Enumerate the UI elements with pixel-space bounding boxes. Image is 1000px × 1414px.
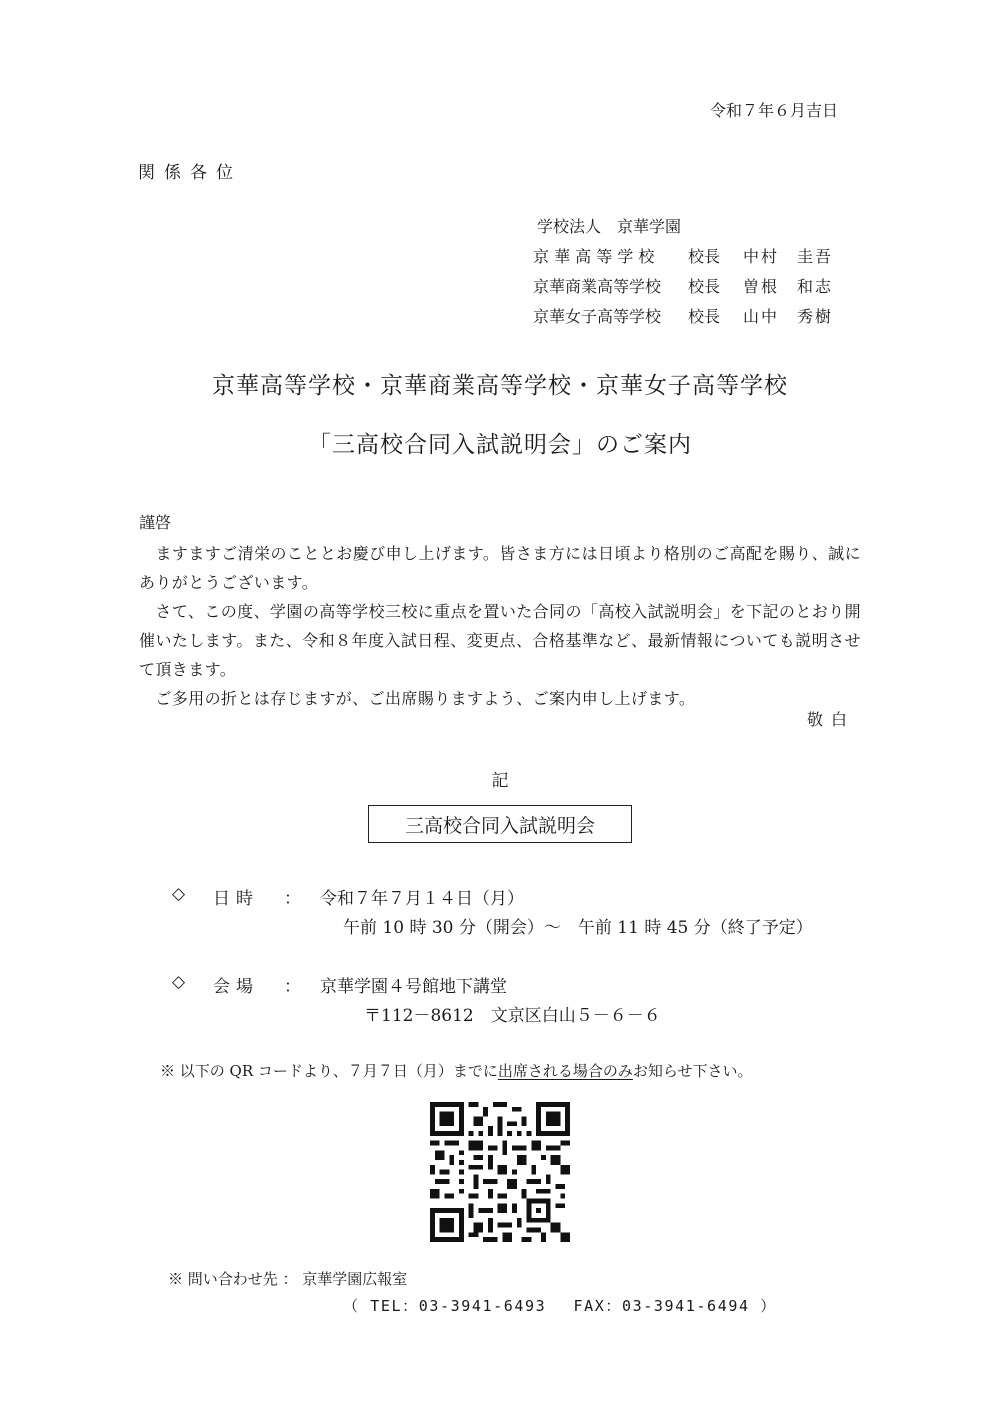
event-time: 午前 10 時 30 分（開会）～ 午前 11 時 45 分（終了予定） [343,918,813,938]
body-paragraph: さて、この度、学園の高等学校三校に重点を置いた合同の「高校入試説明会」を下記のとおり開催いたします。また、令和８年度入試日程、変更点、合格基準など、最新情報についても説明させて頂きます。 [139,602,861,679]
issue-date: 令和７年６月吉日 [709,101,838,120]
sender-title: 校長 [688,247,721,266]
ki-heading: 記 [491,771,509,791]
sender-row [533,244,843,267]
sender-corporation: 学校法人 京華学園 [537,217,682,236]
sender-title: 校長 [688,277,721,296]
venue-address: 〒112－8612 文京区白山５－６－６ [364,1006,661,1026]
sender-name: 曽根 和志 [743,277,834,296]
datetime-colon: ： [284,889,301,909]
contact-label: ※ 問い合わせ先 ： 京華学園広報室 [168,1270,408,1288]
event-name-box [368,805,632,843]
qr-code-image[interactable] [430,1102,570,1242]
sender-title: 校長 [688,307,721,326]
venue-bullet: ◇ [172,972,186,992]
addressee: 関係各位 [138,163,242,183]
sender-row [533,304,843,327]
datetime-label: 日時 [213,889,259,909]
datetime-bullet: ◇ [172,884,186,904]
qr-note-text: お知らせ下さい。 [632,1062,753,1080]
qr-note-emphasis: 出席される場合のみ [497,1062,633,1080]
sender-school: 京華商業高等学校 [533,277,662,296]
venue-name: 京華学園４号館地下講堂 [320,977,507,997]
opening-salutation: 謹啓 [139,513,172,532]
document-title-event: 「三高校合同入試説明会」のご案内 [308,432,692,458]
sender-school: 京華女子高等学校 [533,307,662,326]
event-date: 令和７年７月１４日（月） [320,889,524,909]
body-paragraph: ご多用の折とは存じますが、ご出席賜りますよう、ご案内申し上げます。 [139,689,696,708]
qr-note-text: ※ 以下の QR コードより、７月７日（月）までに [160,1062,498,1080]
sender-school: 京 華 高 等 学 校 [533,247,655,266]
venue-label: 会場 [213,977,259,997]
sender-name: 中村 圭吾 [743,247,834,266]
venue-colon: ： [284,977,301,997]
closing-salutation: 敬白 [806,710,855,729]
sender-row [533,274,843,297]
document-title-schools: 京華高等学校・京華商業高等学校・京華女子高等学校 [212,373,788,399]
sender-name: 山中 秀樹 [743,307,834,326]
qr-note [160,1060,752,1081]
contact-tel-fax: （ TEL：03-3941-6493 FAX：03-3941-6494 ） [343,1297,777,1315]
body-paragraph: ますますご清栄のこととお慶び申し上げます。皆さま方には日頃より格別のご高配を賜り、誠にありがとうございます。 [139,544,861,592]
event-name: 三高校合同入試説明会 [404,814,595,837]
